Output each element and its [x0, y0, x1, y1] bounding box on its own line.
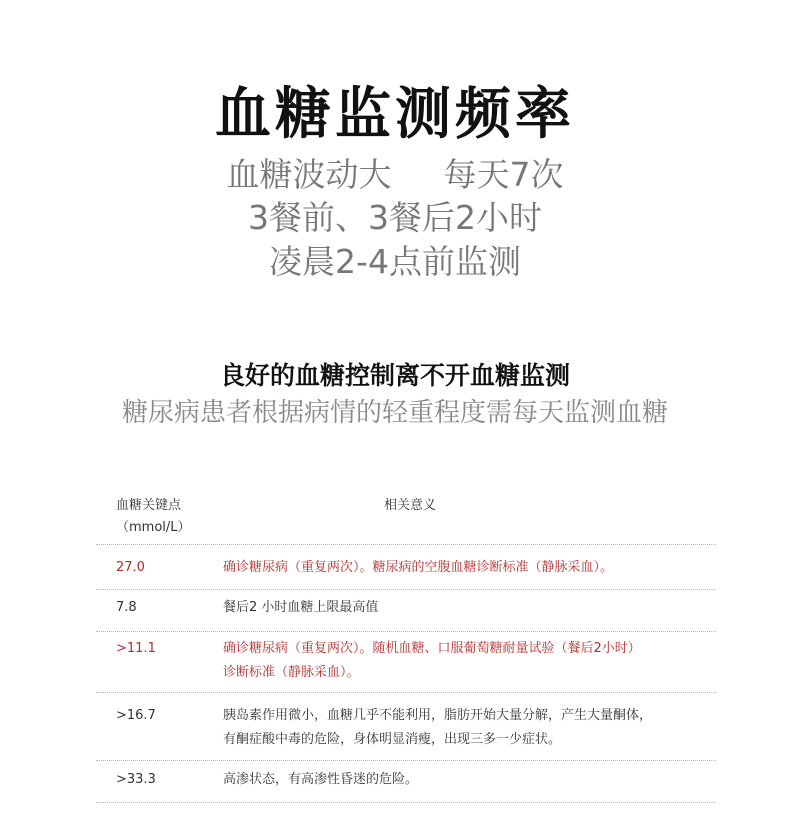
table-cell-key: >33.3 [116, 772, 156, 787]
section-heading: 良好的血糖控制离不开血糖监测 [219, 361, 570, 390]
table-cell-line: 诊断标准（静脉采血）。 [223, 665, 360, 680]
table-cell-meaning [223, 768, 703, 792]
table-cell-key: 7.8 [116, 600, 137, 615]
table-cell-line: 有酮症酸中毒的危险，身体明显消瘦，出现三多一少症状。 [223, 732, 562, 747]
table-divider [96, 692, 716, 693]
table-divider [96, 760, 716, 761]
table-cell-meaning [223, 704, 703, 752]
subtitle-line-3: 凌晨2-4点前监测 [269, 242, 521, 281]
subtitle-line-1-left: 血糖波动大 [226, 155, 392, 194]
table-header-key-line2: （mmol/L） [116, 520, 191, 535]
table-cell-key: >11.1 [116, 641, 156, 656]
subtitle-line-1-right: 每天7次 [443, 155, 564, 194]
table-cell-meaning [223, 556, 703, 580]
table-divider [96, 589, 716, 590]
table-cell-line: 胰岛素作用微小，血糖几乎不能利用，脂肪开始大量分解，产生大量酮体， [223, 708, 653, 723]
subtitle-line-2: 3餐前、3餐后2小时 [248, 198, 542, 237]
table-header-key-line1: 血糖关键点 [116, 498, 182, 513]
table-divider [96, 802, 716, 803]
table-header-key [116, 495, 236, 539]
table-cell-line: 餐后2 小时血糖上限最高值 [223, 600, 379, 615]
table-cell-meaning [223, 596, 703, 620]
page-title: 血糖监测频率 [215, 81, 575, 147]
table-divider [96, 544, 716, 545]
table-cell-line: 确诊糖尿病（重复两次）。随机血糖、口服葡萄糖耐量试验（餐后2小时） [223, 641, 641, 656]
table-cell-line: 高渗状态，有高渗性昏迷的危险。 [223, 772, 419, 787]
table-header-meaning: 相关意义 [384, 498, 437, 513]
table-divider [96, 631, 716, 632]
section-subheading: 糖尿病患者根据病情的轻重程度需每天监测血糖 [121, 398, 668, 428]
table-cell-key: 27.0 [116, 560, 145, 575]
subtitle-line-1 [0, 155, 790, 195]
table-cell-key: >16.7 [116, 708, 156, 723]
table-cell-line: 确诊糖尿病（重复两次）。糖尿病的空腹血糖诊断标准（静脉采血）。 [223, 560, 614, 575]
table-cell-meaning [223, 637, 703, 685]
